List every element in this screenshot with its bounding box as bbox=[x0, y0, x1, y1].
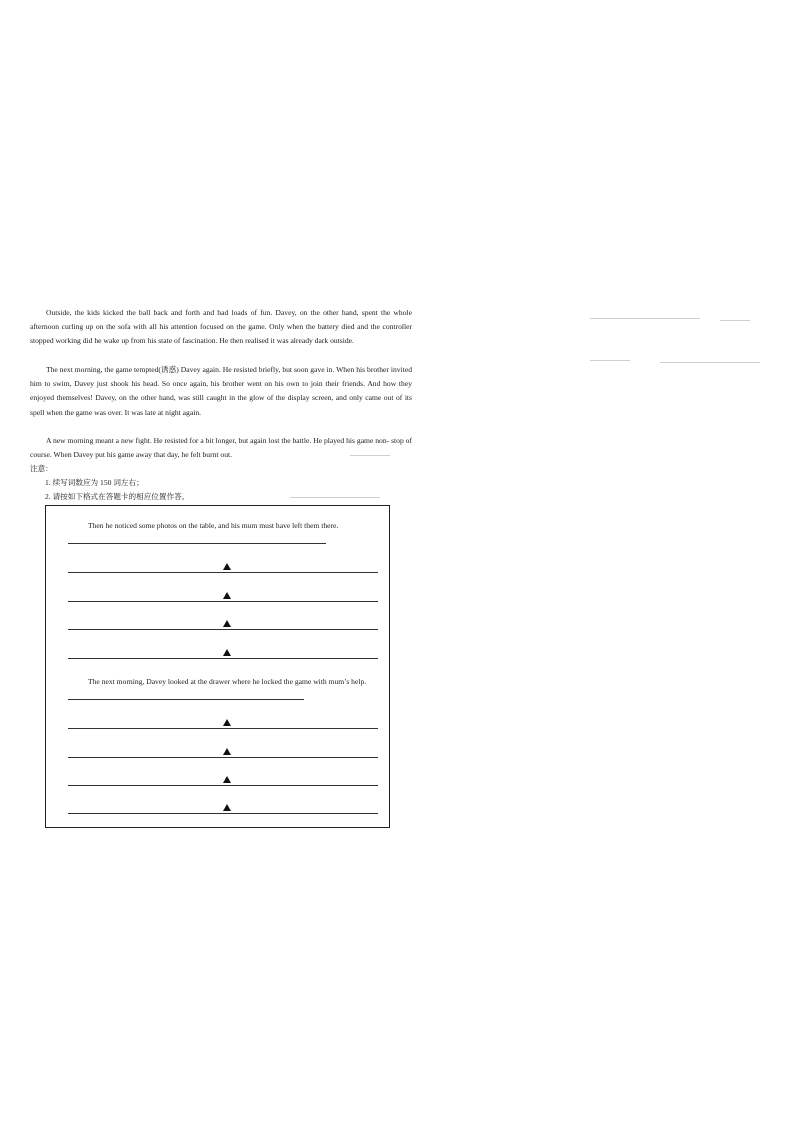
notes-heading: 注意： bbox=[30, 464, 53, 473]
continuation-prompt-1 bbox=[68, 518, 380, 549]
passage-paragraph-2: The next morning, the game tempted(诱惑) Davey again. He resisted briefly, but soon gave in. When his brother invited him to swim, Davey just shook his head. So once again, his brother went on his own to join their friends. And how they enjoyed themselves! Davey, on the other hand, was still caught in the glow of the display screen, and only came out of its spell when the game was over. It was late at night again. bbox=[30, 365, 412, 417]
answer-box bbox=[45, 505, 390, 828]
continuation-prompt-2 bbox=[68, 674, 380, 705]
prompt-2-text: The next morning, Davey looked at the drawer where he locked the game with mum’s help. bbox=[88, 677, 367, 686]
passage-paragraph-3: A new morning meant a new fight. He resisted for a bit longer, but again lost the battle. He played his game non- stop of course. When Davey put his game away that day, he felt burnt out. bbox=[30, 436, 412, 460]
triangle-marker-icon bbox=[223, 776, 231, 783]
scan-speck bbox=[660, 362, 760, 363]
writing-line bbox=[68, 572, 378, 573]
writing-line bbox=[68, 658, 378, 659]
prompt-1-text: Then he noticed some photos on the table, and his mum must have left them there. bbox=[88, 521, 339, 530]
writing-line bbox=[68, 728, 378, 729]
prompt-1-blank-line bbox=[68, 534, 326, 544]
triangle-marker-icon bbox=[223, 649, 231, 656]
triangle-marker-icon bbox=[223, 592, 231, 599]
triangle-marker-icon bbox=[223, 748, 231, 755]
note-format: 2. 请按如下格式在答题卡的相应位置作答。 bbox=[45, 492, 190, 501]
prompt-2-blank-line bbox=[68, 690, 304, 700]
writing-line bbox=[68, 629, 378, 630]
scan-speck bbox=[720, 320, 750, 321]
note-word-count: 1. 续写词数应为 150 词左右； bbox=[45, 478, 144, 487]
scan-speck bbox=[590, 318, 700, 319]
triangle-marker-icon bbox=[223, 719, 231, 726]
writing-line bbox=[68, 757, 378, 758]
scan-speck bbox=[590, 360, 630, 361]
writing-line bbox=[68, 601, 378, 602]
passage-paragraph-1: Outside, the kids kicked the ball back and forth and had loads of fun. Davey, on the other hand, spent the whole afternoon curling up on the sofa with all his attention focused on the game. Only when the battery died and the controller stopped working did he wake up from his state of fascination. He then realised it was already dark outside. bbox=[30, 308, 412, 346]
scan-speck bbox=[290, 497, 380, 498]
triangle-marker-icon bbox=[223, 620, 231, 627]
triangle-marker-icon bbox=[223, 563, 231, 570]
writing-line bbox=[68, 813, 378, 814]
writing-line bbox=[68, 785, 378, 786]
triangle-marker-icon bbox=[223, 804, 231, 811]
